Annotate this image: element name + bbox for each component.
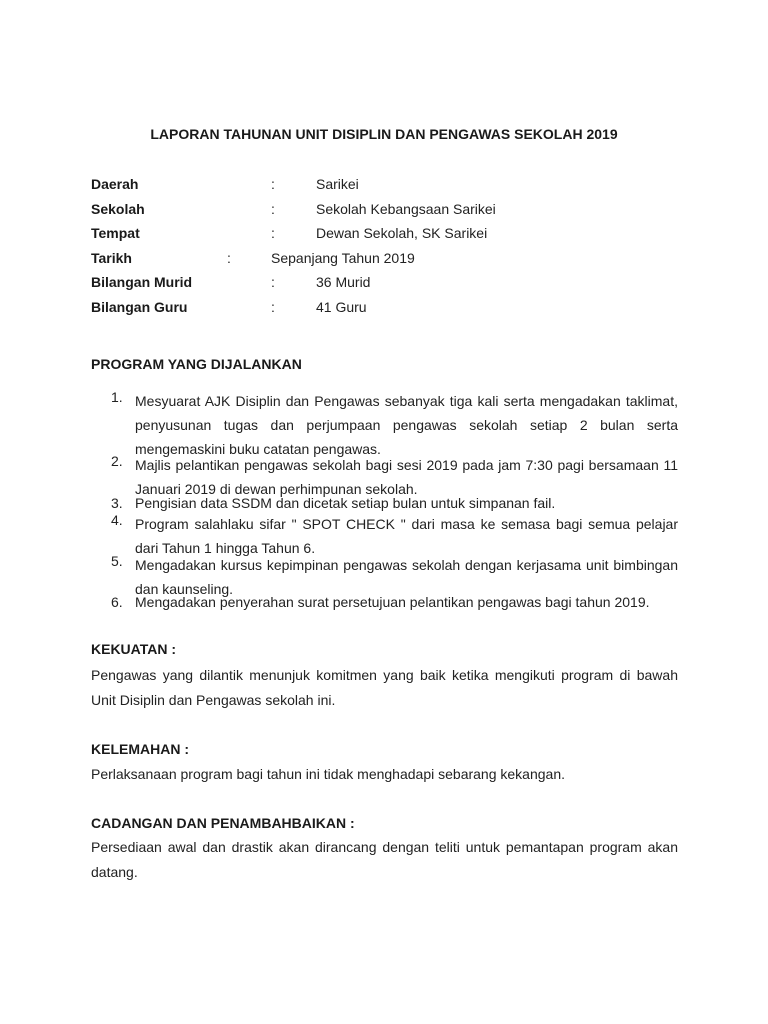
info-label: Tempat [91, 225, 140, 241]
list-item [91, 495, 678, 512]
info-value: 41 Guru [316, 298, 367, 315]
info-colon: : [271, 200, 275, 217]
info-label: Bilangan Guru [91, 298, 188, 315]
info-colon: : [271, 225, 275, 241]
list-item [91, 453, 678, 495]
list-item [91, 512, 678, 556]
info-label: Tarikh [91, 249, 132, 266]
info-value: Sarikei [316, 176, 359, 192]
kekuatan-text: Pengawas yang dilantik menunjuk komitmen yang baik ketika mengikuti program di bawah Unit Disiplin dan Pengawas sekolah ini. [91, 667, 678, 708]
info-label: Bilangan Murid [91, 274, 193, 290]
list-item-text: Pengisian data SSDM dan dicetak setiap bulan untuk simpanan fail. [135, 495, 556, 511]
list-item-text: Program salahlaku sifar " SPOT CHECK " dari masa ke semasa bagi semua pelajar dari Tahun 1 hingga Tahun 6. [135, 516, 678, 556]
info-colon: : [271, 298, 275, 315]
list-item [91, 553, 678, 597]
list-item-number: 2. [111, 453, 123, 469]
info-label: Sekolah [91, 200, 145, 217]
list-item-number: 1. [111, 389, 123, 405]
program-list [91, 389, 678, 614]
list-item-text: Mesyuarat AJK Disiplin dan Pengawas sebanyak tiga kali serta mengadakan taklimat, penyusunan tugas dan perjumpaan pengawas sekolah setiap 2 bulan serta mengemaskini buku catatan pengawas. [135, 393, 678, 457]
list-item-text: Mengadakan kursus kepimpinan pengawas sekolah dengan kerjasama unit bimbingan dan kaunseling. [135, 557, 678, 597]
list-item-number: 3. [111, 495, 123, 511]
list-item-text: Mengadakan penyerahan surat persetujuan pelantikan pengawas bagi tahun 2019. [135, 594, 650, 610]
cadangan-heading: CADANGAN DAN PENAMBAHBAIKAN : [91, 815, 355, 831]
list-item-text: Majlis pelantikan pengawas sekolah bagi sesi 2019 pada jam 7:30 pagi bersamaan 11 Januari 2019 di dewan perhimpunan sekolah. [135, 457, 678, 497]
info-row-daerah [91, 176, 691, 201]
info-row-tarikh [91, 250, 691, 275]
info-row-tempat [91, 225, 691, 250]
info-colon: : [271, 176, 275, 192]
list-item [91, 594, 678, 614]
kelemahan-heading: KELEMAHAN : [91, 741, 189, 757]
info-value: Sepanjang Tahun 2019 [271, 249, 415, 266]
info-value: Sekolah Kebangsaan Sarikei [316, 200, 496, 217]
document-title: LAPORAN TAHUNAN UNIT DISIPLIN DAN PENGAWAS SEKOLAH 2019 [150, 126, 618, 142]
info-row-bilangan-murid [91, 274, 691, 299]
list-item-number: 5. [111, 553, 123, 569]
info-colon: : [227, 249, 231, 266]
info-value: 36 Murid [316, 274, 371, 290]
info-value: Dewan Sekolah, SK Sarikei [316, 225, 488, 241]
cadangan-text: Persediaan awal dan drastik akan dirancang dengan teliti untuk pemantapan program akan datang. [91, 839, 678, 880]
info-label: Daerah [91, 176, 139, 192]
program-heading: PROGRAM YANG DIJALANKAN [91, 356, 302, 372]
list-item-number: 4. [111, 512, 123, 528]
kelemahan-text: Perlaksanaan program bagi tahun ini tidak menghadapi sebarang kekangan. [91, 766, 565, 782]
info-colon: : [271, 274, 275, 290]
kekuatan-heading: KEKUATAN : [91, 641, 177, 657]
list-item-number: 6. [111, 594, 123, 610]
info-table [91, 176, 691, 323]
info-row-bilangan-guru [91, 299, 691, 324]
info-row-sekolah [91, 201, 691, 226]
list-item [91, 389, 678, 457]
